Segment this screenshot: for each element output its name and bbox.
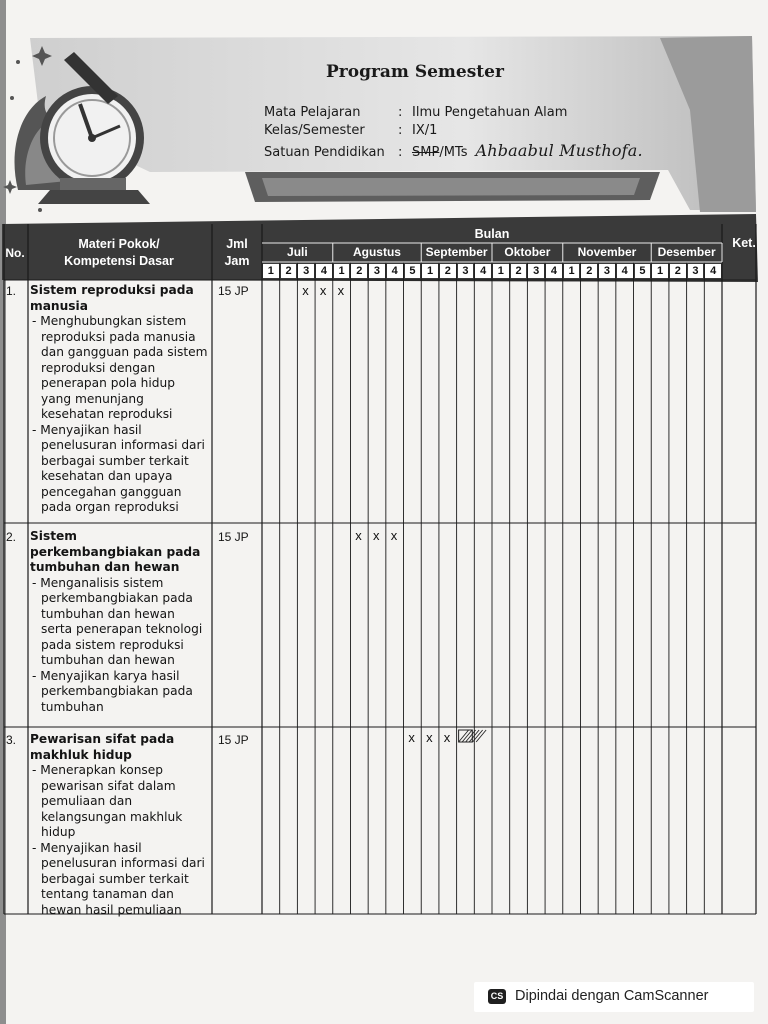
meta-colon: : (398, 105, 403, 120)
schedule-mark: x (390, 528, 398, 543)
camscanner-logo-icon: CS (488, 989, 506, 1004)
row-hours: 15 JP (218, 530, 249, 544)
month-label: Agustus (352, 245, 401, 259)
week-number: 2 (281, 264, 297, 278)
month-label: Oktober (504, 245, 551, 259)
schedule-mark: x (443, 730, 451, 745)
week-number: 2 (351, 264, 367, 278)
month-label: November (577, 245, 637, 259)
page-title: Program Semester (326, 62, 504, 82)
row-point: - Menyajikan karya hasil perkembangbiakan pada tumbuhan (32, 668, 193, 714)
meta-key: Mata Pelajaran (264, 105, 361, 120)
week-number: 3 (458, 264, 474, 278)
week-number: 1 (564, 264, 580, 278)
row-number: 1. (6, 284, 17, 298)
month-label: September (425, 245, 488, 259)
week-number: 4 (705, 264, 721, 278)
row-point: - Menyajikan hasil penelusuran informasi dari berbagai sumber terkait kesehatan dan upaya pencegahan gangguan pada organ reproduksi (32, 422, 205, 514)
schedule-mark: x (373, 528, 380, 543)
row-point: - Menganalisis sistem perkembangbiakan pada tumbuhan dan hewan serta penerapan teknologi pada sistem reproduksi tumbuhan dan hewan (32, 575, 203, 667)
schedule-mark: x (355, 528, 362, 543)
week-number: 2 (511, 264, 527, 278)
row-number: 3. (6, 733, 17, 747)
week-number: 3 (688, 264, 704, 278)
row-point: - Menghubungkan sistem reproduksi pada manusia dan gangguan pada sistem reproduksi dengan penerapan pola hidup yang menunjang kesehatan reproduksi (32, 314, 208, 421)
header-bulan: Bulan (474, 227, 510, 241)
month-label: Juli (287, 245, 308, 259)
week-number: 1 (493, 264, 509, 278)
meta-key: Satuan Pendidikan (264, 145, 385, 160)
header-ket: Ket. (732, 236, 756, 250)
row-point: - Menerapkan konsep pewarisan sifat dalam pemuliaan dan kelangsungan makhluk hidup (32, 763, 183, 839)
week-number: 1 (652, 264, 668, 278)
handwritten-signature: Ahbaabul Musthofa. (475, 141, 643, 160)
schedule-mark: x (408, 730, 415, 745)
row-topic: Sistem perkembangbiakan pada tumbuhan dan hewan (30, 529, 201, 574)
week-number: 3 (599, 264, 615, 278)
month-label: Desember (657, 245, 716, 259)
week-number: 4 (475, 264, 491, 278)
scanner-text: Dipindai dengan CamScanner (515, 988, 709, 1004)
row-3-content (30, 732, 208, 918)
schedule-mark: x (302, 283, 309, 298)
week-number: 1 (263, 264, 279, 278)
schedule-mark: x (319, 283, 327, 298)
week-number: 1 (334, 264, 350, 278)
week-number: 5 (405, 264, 421, 278)
week-number: 4 (316, 264, 332, 278)
meta-value: Ilmu Pengetahuan Alam (412, 105, 568, 120)
header-jml-jam: Jml Jam (224, 237, 250, 268)
row-number: 2. (6, 530, 17, 544)
week-number: 4 (617, 264, 633, 278)
schedule-mark: x (426, 730, 433, 745)
week-number: 3 (369, 264, 385, 278)
row-point: - Menyajikan hasil penelusuran informasi dari berbagai sumber terkait tentang tanaman dan hewan hasil pemuliaan (32, 840, 205, 917)
week-number: 3 (528, 264, 544, 278)
week-number: 4 (387, 264, 403, 278)
week-number: 4 (546, 264, 562, 278)
meta-key: Kelas/Semester (264, 123, 365, 138)
meta-value: IX/1 (412, 123, 438, 138)
week-number: 5 (635, 264, 651, 278)
meta-colon: : (398, 145, 403, 160)
row-topic: Sistem reproduksi pada manusia (30, 283, 194, 313)
header-no: No. (5, 246, 25, 260)
row-hours: 15 JP (218, 284, 249, 298)
row-1-content (30, 283, 208, 516)
meta-value-struck: SMP (412, 145, 440, 160)
meta-colon: : (398, 123, 403, 138)
week-number: 1 (422, 264, 438, 278)
week-number: 2 (581, 264, 597, 278)
week-number: 2 (440, 264, 456, 278)
row-hours: 15 JP (218, 733, 249, 747)
week-number: 2 (670, 264, 686, 278)
row-topic: Pewarisan sifat pada makhluk hidup (30, 732, 175, 762)
header-materi: Materi Pokok/ Kompetensi Dasar (64, 237, 174, 268)
week-number: 3 (298, 264, 314, 278)
meta-value: /MTs (439, 145, 468, 160)
hatched-cell (459, 730, 487, 742)
schedule-mark: x (337, 283, 345, 298)
row-2-content (30, 529, 208, 715)
